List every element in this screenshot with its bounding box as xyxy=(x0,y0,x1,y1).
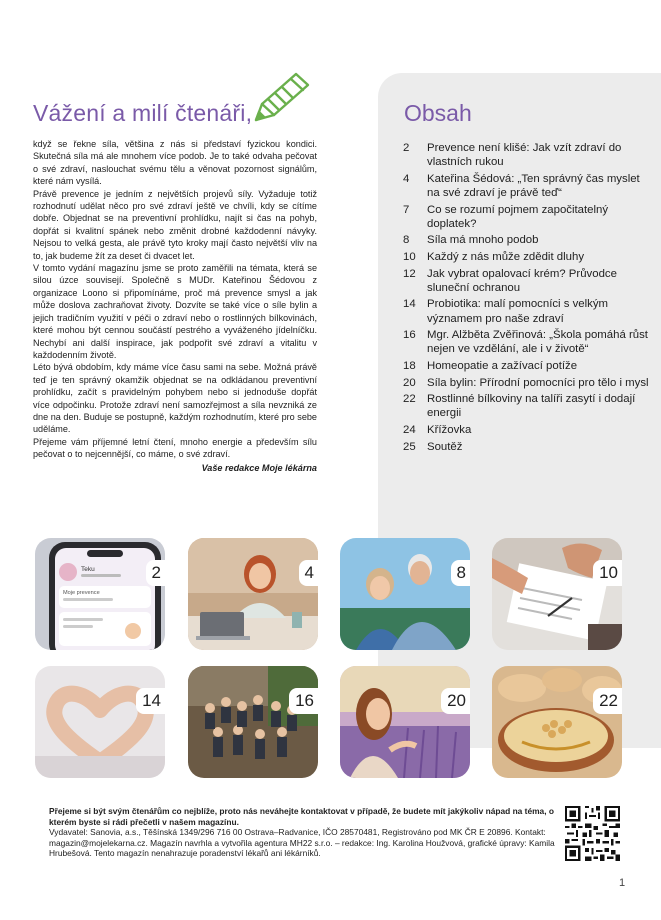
toc-list xyxy=(403,141,653,456)
tile-page-number: 16 xyxy=(289,688,318,714)
toc-page: 2 xyxy=(403,142,410,154)
toc-item[interactable] xyxy=(403,440,653,454)
toc-item[interactable] xyxy=(403,141,653,169)
toc-label: Jak vybrat opalovací krém? Průvodce sluneční ochranou xyxy=(427,267,617,294)
toc-label: Síla bylin: Přírodní pomocníci pro tělo i mysl xyxy=(427,376,649,389)
heart-hands-photo xyxy=(35,666,165,778)
phone-row-title: Moje prevence xyxy=(63,590,100,596)
phone-app-photo xyxy=(35,538,165,650)
toc-page: 14 xyxy=(403,298,416,311)
toc-item[interactable] xyxy=(403,328,653,356)
tile-page-4[interactable] xyxy=(188,538,318,650)
toc-item[interactable] xyxy=(403,376,653,390)
toc-item[interactable] xyxy=(403,297,653,325)
toc-label: Prevence není klišé: Jak vzít zdraví do vlastních rukou xyxy=(427,142,622,169)
tile-page-20[interactable] xyxy=(340,666,470,778)
toc-page: 16 xyxy=(403,329,416,342)
toc-item[interactable] xyxy=(403,203,653,231)
toc-page: 10 xyxy=(403,250,416,263)
toc-item[interactable] xyxy=(403,172,653,200)
toc-page: 7 xyxy=(403,203,410,216)
tile-page-number: 20 xyxy=(441,688,470,714)
intro-paragraph: Právě prevence je jedním z největších projevů síly. Vyžaduje totiž rozhodnutí udělat něco pro své zdraví ještě ve chvíli, kdy se cítíme dobře. Objednat se na preventivní prohlídku, najít si čas na pohyb, dopřát si kvalitní spánek nebo změnit drobné každodenní návyky. Nejsou to velká gesta, ale právě tyto kroky mají často největší vliv na to, jak budeme žít za deset či dvacet let. xyxy=(33,188,317,261)
toc-item[interactable] xyxy=(403,392,653,420)
tile-page-10[interactable] xyxy=(492,538,622,650)
hummus-bowl-photo xyxy=(492,666,622,778)
tile-page-number: 2 xyxy=(146,560,165,586)
toc-label: Mgr. Alžběta Zvěřinová: „Škola pomáhá růst nejen ve vzdělání, ale i v životě“ xyxy=(427,329,648,356)
tile-page-number: 8 xyxy=(451,560,470,586)
tile-page-number: 22 xyxy=(593,688,622,714)
footer-contact xyxy=(49,806,559,859)
toc-page: 12 xyxy=(403,267,416,280)
toc-item[interactable] xyxy=(403,359,653,373)
tile-page-2[interactable] xyxy=(35,538,165,650)
intro-paragraph: Přejeme vám příjemné letní čtení, mnoho energie a především sílu pečovat o to nejcennější, co máme, o své zdraví. xyxy=(33,436,317,460)
toc-item[interactable] xyxy=(403,250,653,264)
pencil-icon xyxy=(248,68,314,128)
woman-laptop-photo xyxy=(188,538,318,650)
toc-label: Síla má mnoho podob xyxy=(427,234,539,247)
toc-page: 4 xyxy=(403,172,410,185)
toc-item[interactable] xyxy=(403,233,653,247)
toc-item[interactable] xyxy=(403,423,653,437)
toc-label: Kateřina Šédová: „Ten správný čas myslet na své zdraví je právě teď“ xyxy=(427,172,640,199)
toc-page: 18 xyxy=(403,359,416,372)
tile-page-number: 4 xyxy=(299,560,318,586)
page-number: 1 xyxy=(619,877,626,889)
toc-label: Křížovka xyxy=(427,423,472,436)
toc-label: Homeopatie a zažívací potíže xyxy=(427,359,578,372)
qr-code-icon[interactable] xyxy=(565,806,620,861)
signature: Vaše redakce Moje lékárna xyxy=(201,462,317,473)
toc-label: Co se rozumí pojmem započitatelný doplatek? xyxy=(427,203,609,230)
toc-item[interactable] xyxy=(403,267,653,295)
intro-paragraph: Léto bývá obdobím, kdy máme více času sami na sebe. Možná právě teď je ten správný okamžik objednat se na odkládanou preventivní prohlídku, začít s pravidelným pohybem nebo si jednoduše dopřát více odpočinku. Protože zdraví není samozřejmost a síla nevzniká ze dne na den. Buduje se postupně, každým rozhodnutím, které pro sebe uděláme. xyxy=(33,362,317,435)
toc-page: 20 xyxy=(403,376,416,389)
toc-page: 24 xyxy=(403,423,416,436)
intro-paragraph: V tomto vydání magazínu jsme se proto zaměřili na témata, která se silou úzce souvisejí. Společně s MUDr. Kateřinou Šédovou z organizace Loono si připomínáme, proč má prevence smysl a jak může doslova zachraňovat životy. Dozvíte se také více o síle bylin a jejich tradičním využití v péči o zdraví nebo o rostlinných bílkovinách, které mohou být cennou součástí pestrého a vyváženého jídelníčku. Nechybí ani další inspirace, jak podpořit své zdraví a vitalitu v každodenním životě. xyxy=(33,263,317,360)
senior-couple-photo xyxy=(340,538,470,650)
lavender-field-photo xyxy=(340,666,470,778)
toc-label: Každý z nás může zdědit dluhy xyxy=(427,250,585,263)
toc-label: Probiotika: malí pomocníci s velkým významem pro naše zdraví xyxy=(427,298,609,325)
intro-text xyxy=(33,138,317,474)
intro-paragraph: když se řekne síla, většina z nás si představí fyzickou kondici. Skutečná síla má ale mnohem více podob. Je to také odvaha pečovat o své zdraví, naslouchat svému tělu a věnovat pozornost signálům, které nám vysílá. xyxy=(33,139,317,187)
toc-page: 22 xyxy=(403,393,416,406)
tile-page-22[interactable] xyxy=(492,666,622,778)
footer-publisher: Vydavatel: Sanovia, a.s., Těšínská 1349/296 716 00 Ostrava–Radvanice, IČO 28570481, Registrováno pod MK ČR E 20896. Kontakt: magazin@mojelekarna.cz. Magazín navrhla a vytvořila agentura MH22 s.r.o. – redakce: Ing. Karolina Houžvová, grafické úpravy: Kamila Hrubešová. Tento magazín nenahrazuje poradenství lékařů ani lékárníků. xyxy=(49,827,555,859)
toc-label: Soutěž xyxy=(427,440,463,453)
tile-page-number: 14 xyxy=(136,688,165,714)
phone-user-name: Teku xyxy=(81,566,95,573)
school-group-photo xyxy=(188,666,318,778)
toc-page: 25 xyxy=(403,440,416,453)
greeting-heading: Vážení a milí čtenáři, xyxy=(33,100,253,126)
tile-page-14[interactable] xyxy=(35,666,165,778)
footer-bold-line: Přejeme si být svým čtenářům co nejblíže, proto nás neváhejte kontaktovat v případě, že budete mít jakýkoliv nápad na téma, o kterém byste si rádi přečetli v našem magazínu. xyxy=(49,806,554,827)
tile-page-16[interactable] xyxy=(188,666,318,778)
toc-page: 8 xyxy=(403,234,410,247)
toc-title: Obsah xyxy=(404,100,472,126)
tile-page-8[interactable] xyxy=(340,538,470,650)
tile-page-number: 10 xyxy=(593,560,622,586)
documents-signing-photo xyxy=(492,538,622,650)
toc-label: Rostlinné bílkoviny na talíři zasytí i dodají energii xyxy=(427,393,636,420)
